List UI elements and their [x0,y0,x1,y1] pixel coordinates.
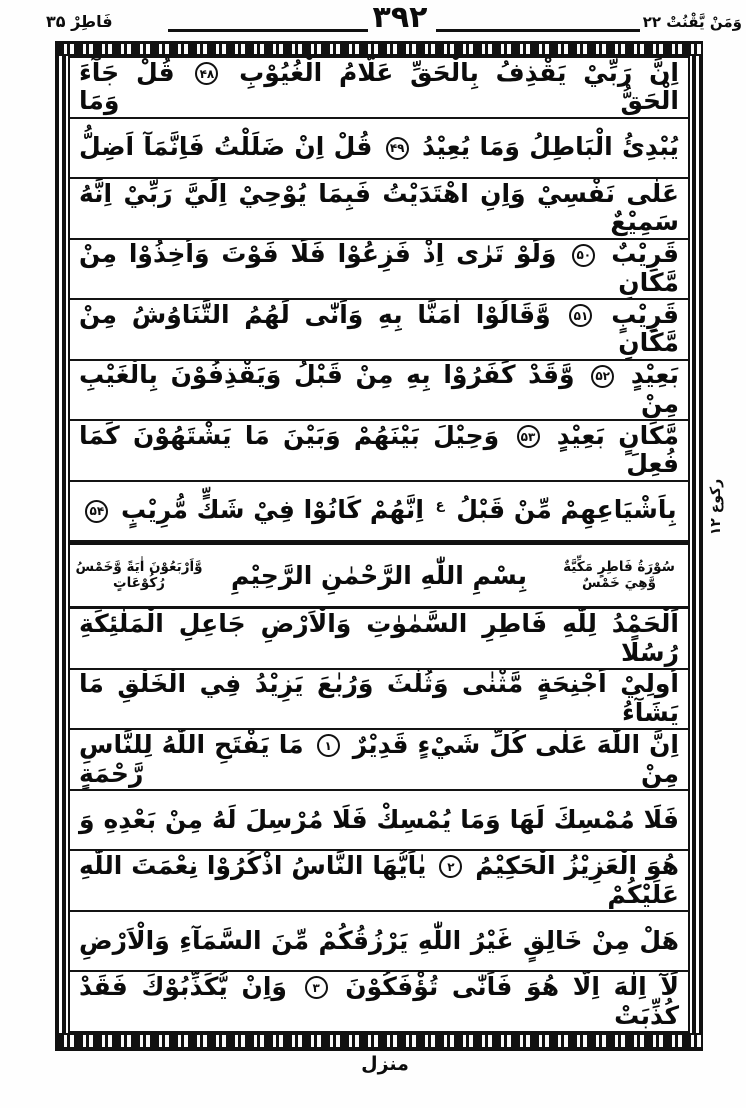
ayah-text: قُلْ جَآءَ الْحَقُّ وَمَا [79,58,679,116]
quran-line [70,300,688,361]
ayah-text: مَّكَانٍ بَعِيْدٍ [556,421,679,450]
juz-name-header: وَمَنْ يَّقْنُتْ ۲۲ [642,13,742,31]
decorative-border-frame [55,41,703,1051]
ayah-text: اُولِيْ اَجْنِحَةٍ مَّثْنٰى وَثُلٰثَ وَرُبٰعَ يَزِيْدُ فِي الْخَلْقِ مَا يَشَآءُ [79,669,679,728]
ayah-text: قَرِيْبٍ [611,300,679,329]
ruku-margin-marker: رکوع ۱۲ [708,478,724,536]
ayah-text: بَعِيْدٍ [630,360,679,389]
header-rule-right [436,29,640,32]
ayah-number-badge: ۵۰ [572,244,595,267]
ayah-number-badge: ۴۹ [386,137,409,160]
ruku-end-marker: ع [435,498,445,514]
ayah-text: فَلَا مُمْسِكَ لَهَا وَمَا يُمْسِكْ فَلَا مُرْسِلَ لَهُ مِنْ بَعْدِهِ وَ [79,804,679,834]
border-band-right [690,56,703,1033]
quran-line [70,58,688,119]
catchword: منزل [361,1053,409,1075]
ayah-text: اِنَّهُمْ كَانُوْا فِيْ شَكٍّ مُّرِيْبٍ [121,495,424,525]
ayah-text: يٰاَيُّهَا النَّاسُ اذْكُرُوْا نِعْمَتَ اللّٰهِ عَلَيْكُمْ [79,851,679,909]
quran-line [70,791,688,852]
quran-line [70,421,688,482]
ayah-number-badge: ۲ [439,855,462,878]
surah-title-left: وَّاَرْبَعُوْنَ اٰيَةً وَّخَمْسُ رُكُوْعَاتٍ [75,559,203,591]
quran-line [70,179,688,240]
ayah-text: اِنَّ اللّٰهَ عَلٰى كُلِّ شَيْءٍ قَدِيْرٌ [352,730,679,759]
ayah-text: عَلٰى نَفْسِيْ وَاِنِ اهْتَدَيْتُ فَبِمَا يُوْحِيْ اِلَيَّ رَبِّيْ اِنَّهُ سَمِيْعٌ [79,179,679,237]
ayah-text: وَلَوْ تَرٰى اِذْ فَزِعُوْا فَلَا فَوْتَ وَاُخِذُوْا مِنْ مَّكَانٍ [79,239,679,297]
quran-line [70,482,688,543]
quran-line [70,361,688,422]
ayah-number-badge: ۴۸ [195,62,218,85]
quran-line [70,912,688,973]
ayah-text: هُوَ الْعَزِيْزُ الْحَكِيْمُ [475,851,679,880]
ayah-text: اَلْحَمْدُ لِلّٰهِ فَاطِرِ السَّمٰوٰتِ وَالْاَرْضِ جَاعِلِ الْمَلٰئِكَةِ رُسُلًا [79,609,679,667]
surah-title-row [70,542,688,609]
quran-line-text [79,670,679,728]
ayah-text: وَّقَدْ كَفَرُوْا بِهِ مِنْ قَبْلُ وَيَقْذِفُوْنَ بِالْغَيْبِ مِنْ [79,360,679,418]
quran-line [70,609,688,670]
bismillah: بِسْمِ اللّٰهِ الرَّحْمٰنِ الرَّحِيْمِ [231,561,527,591]
quran-line-text [79,361,679,419]
quran-text-block [68,56,690,1033]
quran-line-text [79,852,679,910]
ayah-text: قَرِيْبٌ [611,239,679,268]
quran-line-text [79,133,679,162]
ayah-number-badge: ۵۴ [85,500,108,523]
ayah-text: وَاِنْ يُّكَذِّبُوْكَ فَقَدْ كُذِّبَتْ [79,972,679,1030]
quran-line-text [79,240,679,298]
quran-line-text [79,973,679,1031]
ayah-number-badge: ۵۲ [591,365,614,388]
surah-name-header: فَاطِرْ ۳۵ [46,12,113,31]
surah-title-right: سُوْرَةُ فَاطِرٍ مَكِّيَّةٌ وَّهِيَ خَمْسٌ [563,559,675,591]
header-rule-left [168,29,368,32]
border-band-bottom [55,1033,703,1051]
ayah-number-badge: ۵۳ [517,425,540,448]
ayah-text: مَا يَفْتَحِ اللّٰهُ لِلنَّاسِ مِنْ رَّحْمَةٍ [79,730,679,788]
ayah-text: يُبْدِئُ الْبَاطِلُ وَمَا يُعِيْدُ [422,132,679,162]
page-number: ۳۹۲ [372,0,428,35]
quran-line-text [79,496,679,525]
quran-line-text [79,806,679,835]
quran-line [70,730,688,791]
ayah-text: بِاَشْيَاعِهِمْ مِّنْ قَبْلُ [456,495,677,525]
quran-line-text [79,927,679,956]
quran-line-text [79,180,679,238]
ayah-number-badge: ۳ [305,976,328,999]
quran-line-text [79,422,679,480]
quran-line-text [79,731,679,789]
ayah-number-badge: ۵۱ [569,304,592,327]
border-band-top [55,41,703,56]
quran-line [70,670,688,731]
quran-line [70,240,688,301]
ayah-text: قُلْ اِنْ ضَلَلْتُ فَاِنَّمَآ اَضِلُّ [79,132,373,162]
quran-line [70,972,688,1031]
ayah-text: اِنَّ رَبِّيْ يَقْذِفُ بِالْحَقِّ عَلَّامُ الْغُيُوْبِ [239,58,679,87]
ayah-text: لَآ اِلٰهَ اِلَّا هُوَ فَاَنّٰى تُؤْفَكُوْنَ [345,972,679,1001]
ayah-text: هَلْ مِنْ خَالِقٍ غَيْرُ اللّٰهِ يَرْزُقُكُمْ مِّنَ السَّمَآءِ وَالْاَرْضِ [79,925,679,955]
quran-line-text [79,301,679,359]
quran-line-text [79,59,679,117]
quran-line [70,851,688,912]
quran-line-text [79,610,679,668]
quran-line [70,119,688,180]
border-band-left [55,56,68,1033]
ayah-number-badge: ۱ [317,734,340,757]
ayah-text: وَّقَالُوْا اٰمَنَّا بِهِ وَاَنّٰى لَهُمُ التَّنَاوُشُ مِنْ مَّكَانٍ [79,300,679,358]
ayah-text: وَحِيْلَ بَيْنَهُمْ وَبَيْنَ مَا يَشْتَهُوْنَ كَمَا فُعِلَ [79,421,679,479]
